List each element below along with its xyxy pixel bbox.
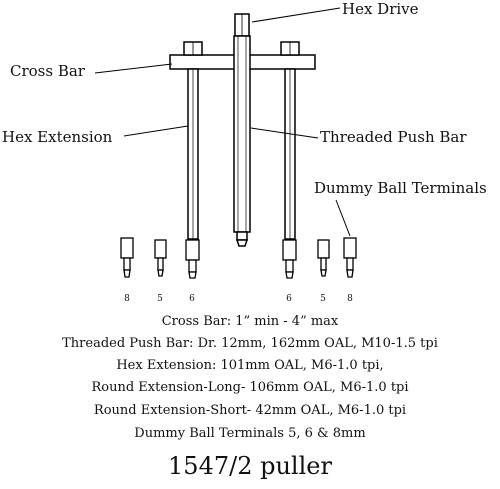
terminal-left-6 (186, 240, 199, 278)
dummy-ball-terminals-label: Dummy Ball Terminals (314, 179, 487, 197)
leader-cross-bar (95, 64, 172, 73)
threaded-push-bar-label: Threaded Push Bar (320, 128, 467, 146)
cross-bar-label: Cross Bar (10, 62, 85, 80)
spec-threaded-push-bar: Threaded Push Bar: Dr. 12mm, 162mm OAL, M10-1.5 tpi (62, 336, 438, 351)
terminal-right-5 (318, 240, 329, 276)
terminal-size: 5 (157, 294, 163, 304)
leader-ball-terminals (336, 200, 350, 236)
terminal-right-6 (283, 240, 296, 278)
leader-hex-extension (124, 126, 188, 136)
terminal-size: 8 (124, 294, 130, 304)
leader-hex-drive (252, 8, 340, 22)
hex-extension-label: Hex Extension (2, 128, 113, 146)
terminal-size: 6 (286, 294, 292, 304)
terminal-size: 5 (320, 294, 326, 304)
terminal-size: 8 (347, 294, 353, 304)
spec-dummy-ball-terminals: Dummy Ball Terminals 5, 6 & 8mm (134, 426, 366, 441)
terminal-size: 6 (189, 294, 195, 304)
threaded-push-bar (234, 36, 250, 232)
spec-round-extension-short: Round Extension-Short- 42mm OAL, M6-1.0 tpi (93, 403, 407, 418)
hex-drive-label: Hex Drive (342, 0, 419, 18)
spec-hex-extension: Hex Extension: 101mm OAL, M6-1.0 tpi, (116, 358, 384, 373)
spec-round-extension-long: Round Extension-Long- 106mm OAL, M6-1.0 tpi (91, 380, 409, 395)
product-title: 1547/2 puller (168, 452, 332, 480)
terminal-left-8 (121, 238, 133, 277)
terminal-right-8 (344, 238, 356, 277)
spec-cross-bar: Cross Bar: 1” min - 4” max (161, 314, 339, 329)
terminal-left-5 (155, 240, 166, 276)
